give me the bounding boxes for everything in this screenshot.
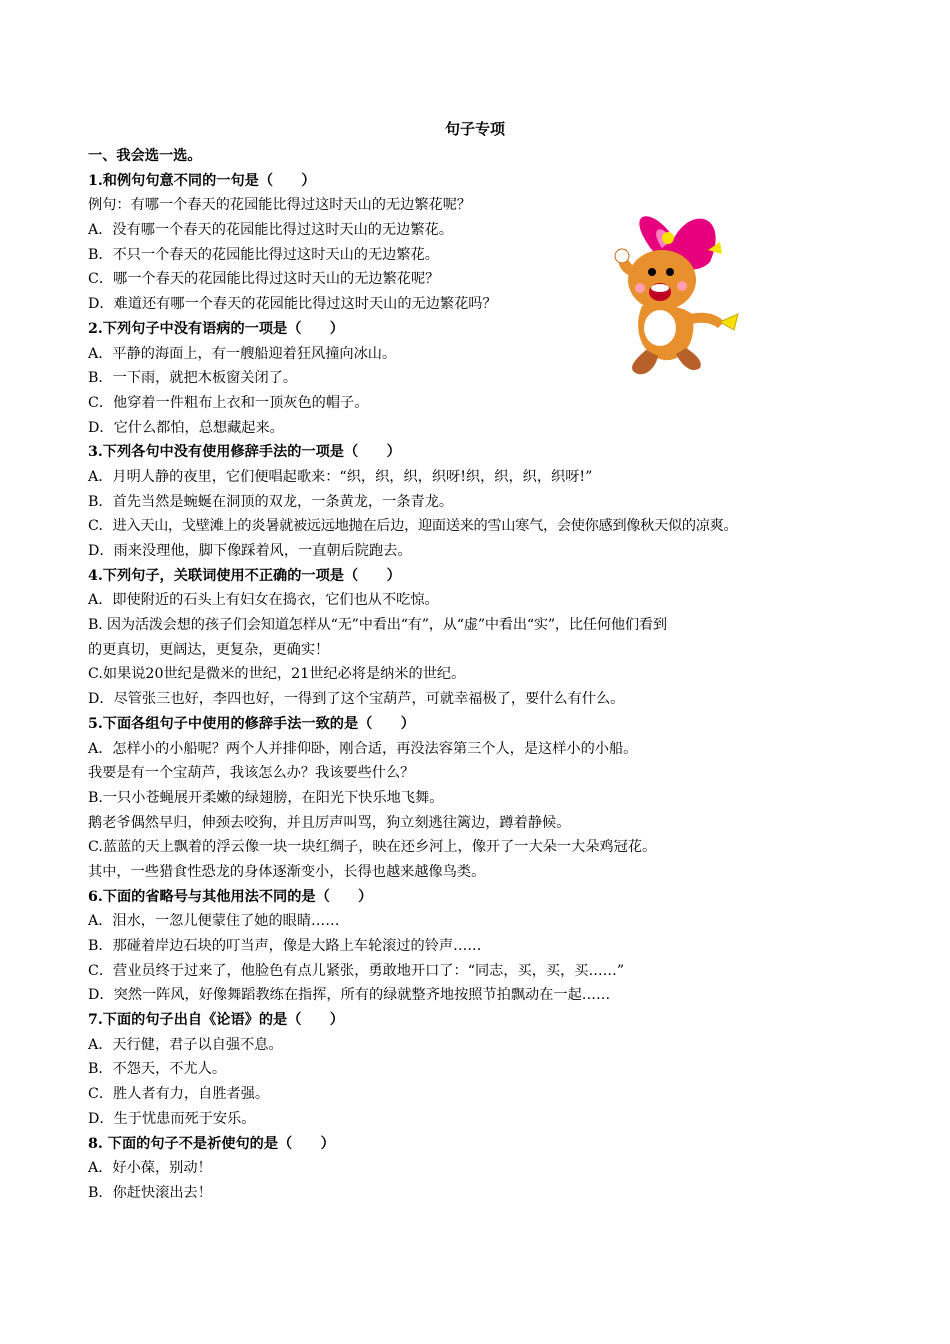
question-7-option-c: C．胜人者有力，自胜者强。 xyxy=(88,1086,270,1103)
question-4-stem: 4.下列句子，关联词使用不正确的一项是（ ） xyxy=(88,567,401,584)
question-5-stem: 5.下面各组句子中使用的修辞手法一致的是（ ） xyxy=(88,715,415,732)
question-1-stem: 1.和例句句意不同的一句是（ ） xyxy=(88,172,316,189)
question-5-option-c-line2: 其中，一些猎食性恐龙的身体逐渐变小，长得也越来越像鸟类。 xyxy=(88,863,486,880)
question-4-option-a: A．即使附近的石头上有妇女在捣衣，它们也从不吃惊。 xyxy=(88,592,439,609)
page-title: 句子专项 xyxy=(444,120,505,138)
question-3-option-b: B．首先当然是蜿蜒在洞顶的双龙，一条黄龙，一条青龙。 xyxy=(88,493,454,510)
question-1-option-a: A．没有哪一个春天的花园能比得过这时天山的无边繁花。 xyxy=(88,222,453,239)
question-8-option-a: A．好小葆，别动！ xyxy=(88,1160,212,1177)
question-5-option-b-line1: B.一只小苍蝇展开柔嫩的绿翅膀，在阳光下快乐地飞舞。 xyxy=(88,789,444,806)
question-5-option-c-line1: C.蓝蓝的天上飘着的浮云像一块一块红绸子，映在还乡河上，像开了一大朵一大朵鸡冠花。 xyxy=(88,839,657,856)
question-3-option-d: D．雨来没理他，脚下像踩着风，一直朝后院跑去。 xyxy=(88,543,412,559)
question-4-option-c: C.如果说20世纪是微米的世纪，21世纪必将是纳米的世纪。 xyxy=(88,666,466,683)
question-6-option-a: A．泪水，一忽儿便蒙住了她的眼睛…… xyxy=(88,913,340,930)
question-6-stem: 6.下面的省略号与其他用法不同的是（ ） xyxy=(88,888,373,905)
question-2-option-c: C．他穿着一件粗布上衣和一顶灰色的帽子。 xyxy=(88,394,369,411)
question-8-stem: 8. 下面的句子不是祈使句的是（ ） xyxy=(88,1135,335,1152)
question-7-stem: 7.下面的句子出自《论语》的是（ ） xyxy=(88,1012,344,1029)
question-1-example: 例句：有哪一个春天的花园能比得过这时天山的无边繁花呢？ xyxy=(88,197,472,214)
question-6-option-c: C．营业员终于过来了，他脸色有点儿紧张，勇敢地开口了：“同志，买，买，买……” xyxy=(88,962,625,979)
question-7-option-b: B．不怨天，不尤人。 xyxy=(88,1061,227,1078)
question-3-option-a: A．月明人静的夜里，它们便唱起歌来：“织，织，织，织呀!织，织，织，织呀!” xyxy=(88,468,593,485)
question-8-option-b: B．你赶快滚出去！ xyxy=(88,1184,212,1201)
question-2-option-d: D．它什么都怕，总想藏起来。 xyxy=(88,419,284,436)
question-1-option-b: B．不只一个春天的花园能比得过这时天山的无边繁花。 xyxy=(88,246,439,263)
question-2-stem: 2.下列句子中没有语病的一项是（ ） xyxy=(88,320,344,337)
section-heading: 一、我会选一选。 xyxy=(88,148,202,164)
question-4-option-d: D．尽管张三也好，李四也好，一得到了这个宝葫芦，可就幸福极了，要什么有什么。 xyxy=(88,691,625,708)
question-4-option-b-line2: 的更真切，更阔达，更复杂，更确实！ xyxy=(88,641,330,658)
question-6-option-d: D．突然一阵风，好像舞蹈教练在指挥，所有的绿就整齐地按照节拍飘动在一起…… xyxy=(88,987,611,1004)
question-5-option-a-line1: A．怎样小的小船呢？两个人并排仰卧，刚合适，再没法容第三个人，是这样小的小船。 xyxy=(88,740,638,757)
question-3-option-c: C．进入天山，戈壁滩上的炎暑就被远远地抛在后边，迎面送来的雪山寒气，会使你感到像秋天似的凉爽。 xyxy=(88,518,738,535)
question-5-option-b-line2: 鹅老爷偶然早归，伸颈去咬狗，并且厉声叫骂，狗立刻逃往篱边，蹲着静候。 xyxy=(88,814,571,831)
question-2-option-b: B．一下雨，就把木板窗关闭了。 xyxy=(88,370,298,387)
question-6-option-b: B．那碰着岸边石块的叮当声，像是大路上车轮滚过的铃声…… xyxy=(88,938,482,954)
question-7-option-a: A．天行健，君子以自强不息。 xyxy=(88,1036,283,1053)
question-1-option-c: C．哪一个春天的花园能比得过这时天山的无边繁花呢？ xyxy=(88,271,440,288)
worksheet-content xyxy=(88,144,888,1206)
question-4-option-b-line1: B. 因为活泼会想的孩子们会知道怎样从“无”中看出“有”，从“虚”中看出“实”，比任何他们看到 xyxy=(88,617,667,634)
question-2-option-a: A．平静的海面上，有一艘船迎着狂风撞向冰山。 xyxy=(88,345,397,362)
question-5-option-a-line2: 我要是有一个宝葫芦，我该怎么办？我该要些什么？ xyxy=(88,765,415,782)
question-1-option-d: D．难道还有哪一个春天的花园能比得过这时天山的无边繁花吗？ xyxy=(88,296,497,313)
question-3-stem: 3.下列各句中没有使用修辞手法的一项是（ ） xyxy=(88,444,401,461)
question-7-option-d: D．生于忧患而死于安乐。 xyxy=(88,1110,256,1127)
